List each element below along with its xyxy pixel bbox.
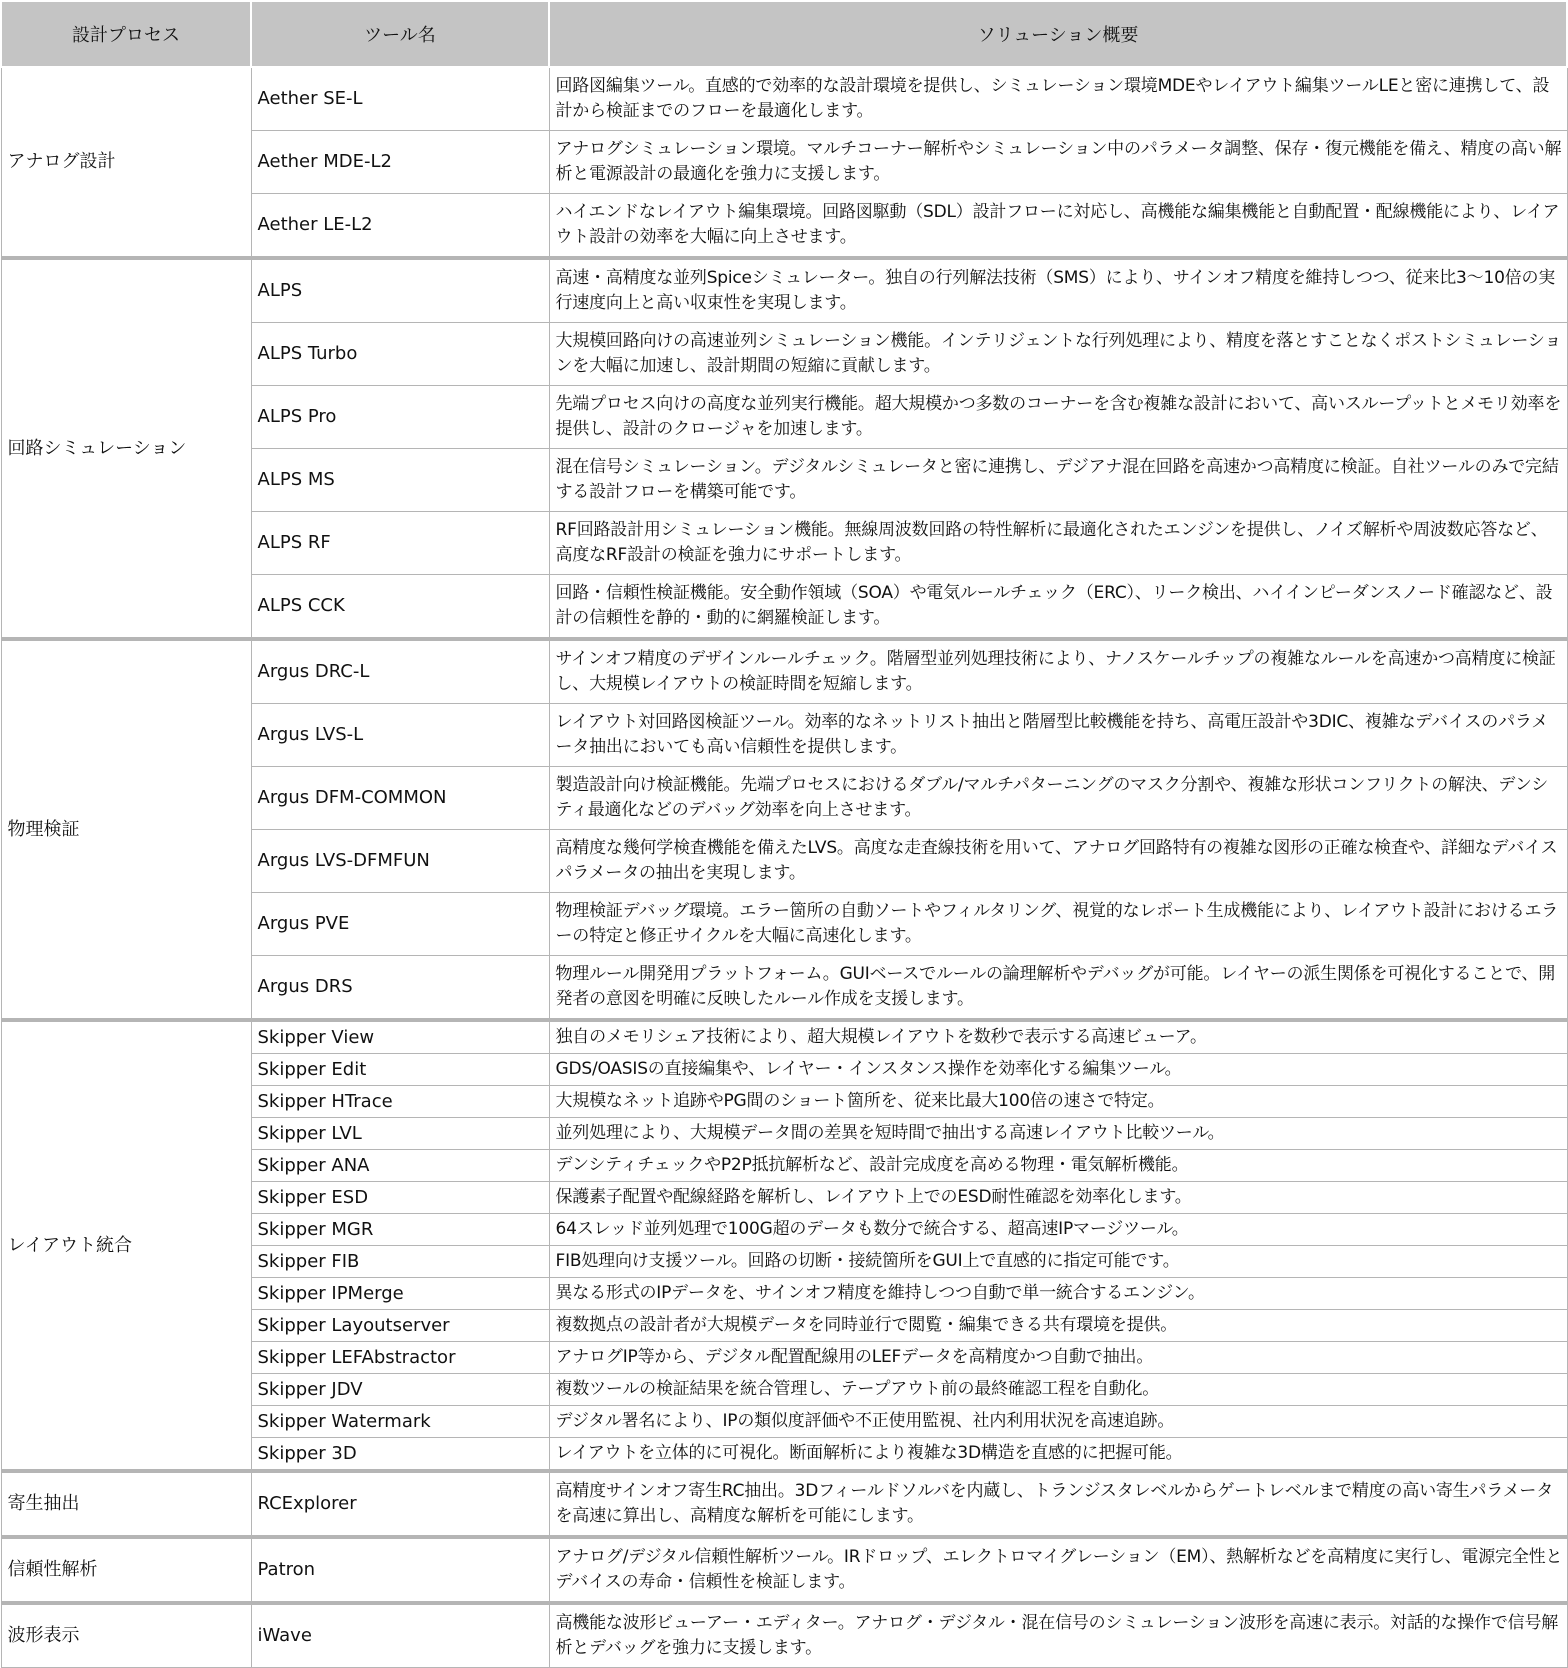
tool-name-cell: Skipper MGR [251,1214,549,1246]
solution-summary-cell: 回路図編集ツール。直感的で効率的な設計環境を提供し、シミュレーション環境MDEやレイアウト編集ツールLEと密に連携して、設計から検証までのフローを最適化します。 [549,67,1567,131]
solution-summary-cell: 物理検証デバッグ環境。エラー箇所の自動ソートやフィルタリング、視覚的なレポート生成機能により、レイアウト設計におけるエラーの特定と修正サイクルを大幅に高速化します。 [549,893,1567,956]
solution-summary-cell: デンシティチェックやP2P抵抗解析など、設計完成度を高める物理・電気解析機能。 [549,1150,1567,1182]
solution-summary-cell: 混在信号シミュレーション。デジタルシミュレータと密に連携し、デジアナ混在回路を高速かつ高精度に検証。自社ツールのみで完結する設計フローを構築可能です。 [549,449,1567,512]
solution-summary-cell: 高精度な幾何学検査機能を備えたLVS。高度な走査線技術を用いて、アナログ回路特有の複雑な図形の正確な検査や、詳細なデバイスパラメータの抽出を実現します。 [549,830,1567,893]
table-row [1,67,1567,131]
process-cell: 寄生抽出 [1,1471,251,1537]
solution-summary-cell: 製造設計向け検証機能。先端プロセスにおけるダブル/マルチパターニングのマスク分割や、複雑な形状コンフリクトの解決、デンシティ最適化などのデバッグ効率を向上させます。 [549,767,1567,830]
process-cell: 物理検証 [1,639,251,1020]
table-row [1,1537,1567,1603]
tool-name-cell: Skipper LEFAbstractor [251,1342,549,1374]
tool-name-cell: ALPS CCK [251,575,549,640]
header-tool: ツール名 [251,1,549,67]
solution-summary-cell: FIB処理向け支援ツール。回路の切断・接続箇所をGUI上で直感的に指定可能です。 [549,1246,1567,1278]
tool-name-cell: Skipper HTrace [251,1086,549,1118]
tool-name-cell: Argus LVS-L [251,704,549,767]
solution-summary-cell: 大規模なネット追跡やPG間のショート箇所を、従来比最大100倍の速さで特定。 [549,1086,1567,1118]
solution-summary-cell: 複数ツールの検証結果を統合管理し、テープアウト前の最終確認工程を自動化。 [549,1374,1567,1406]
tool-name-cell: Skipper Watermark [251,1406,549,1438]
solution-summary-cell: 大規模回路向けの高速並列シミュレーション機能。インテリジェントな行列処理により、精度を落とすことなくポストシミュレーションを大幅に加速し、設計期間の短縮に貢献します。 [549,323,1567,386]
table-body [1,67,1567,1668]
tool-name-cell: ALPS RF [251,512,549,575]
tool-name-cell: ALPS Pro [251,386,549,449]
process-cell: 波形表示 [1,1603,251,1668]
process-cell: 回路シミュレーション [1,258,251,639]
table-row [1,1603,1567,1668]
tool-name-cell: RCExplorer [251,1471,549,1537]
solution-summary-cell: サインオフ精度のデザインルールチェック。階層型並列処理技術により、ナノスケールチップの複雑なルールを高速かつ高精度に検証し、大規模レイアウトの検証時間を短縮します。 [549,639,1567,704]
solution-summary-cell: 高機能な波形ビューアー・エディター。アナログ・デジタル・混在信号のシミュレーション波形を高速に表示。対話的な操作で信号解析とデバッグを強力に支援します。 [549,1603,1567,1668]
tool-name-cell: Skipper ANA [251,1150,549,1182]
tool-name-cell: ALPS MS [251,449,549,512]
tool-name-cell: Argus DRS [251,956,549,1021]
solution-summary-cell: 複数拠点の設計者が大規模データを同時並行で閲覧・編集できる共有環境を提供。 [549,1310,1567,1342]
solution-summary-cell: 64スレッド並列処理で100G超のデータも数分で統合する、超高速IPマージツール。 [549,1214,1567,1246]
tool-name-cell: Skipper FIB [251,1246,549,1278]
tool-name-cell: Skipper JDV [251,1374,549,1406]
solution-summary-cell: 並列処理により、大規模データ間の差異を短時間で抽出する高速レイアウト比較ツール。 [549,1118,1567,1150]
solution-summary-cell: 高速・高精度な並列Spiceシミュレーター。独自の行列解法技術（SMS）により、サインオフ精度を維持しつつ、従来比3〜10倍の実行速度向上と高い収束性を実現します。 [549,258,1567,323]
solution-summary-cell: レイアウト対回路図検証ツール。効率的なネットリスト抽出と階層型比較機能を持ち、高電圧設計や3DIC、複雑なデバイスのパラメータ抽出においても高い信頼性を提供します。 [549,704,1567,767]
solution-summary-cell: 先端プロセス向けの高度な並列実行機能。超大規模かつ多数のコーナーを含む複雑な設計において、高いスループットとメモリ効率を提供し、設計のクロージャを加速します。 [549,386,1567,449]
tool-name-cell: Skipper ESD [251,1182,549,1214]
solution-summary-cell: レイアウトを立体的に可視化。断面解析により複雑な3D構造を直感的に把握可能。 [549,1438,1567,1472]
solution-summary-cell: 保護素子配置や配線経路を解析し、レイアウト上でのESD耐性確認を効率化します。 [549,1182,1567,1214]
tool-name-cell: Skipper Edit [251,1054,549,1086]
header-summary: ソリューション概要 [549,1,1567,67]
solution-summary-cell: 独自のメモリシェア技術により、超大規模レイアウトを数秒で表示する高速ビューア。 [549,1020,1567,1054]
solution-summary-cell: 回路・信頼性検証機能。安全動作領域（SOA）や電気ルールチェック（ERC）、リーク検出、ハイインピーダンスノード確認など、設計の信頼性を静的・動的に網羅検証します。 [549,575,1567,640]
solution-summary-cell: 高精度サインオフ寄生RC抽出。3Dフィールドソルバを内蔵し、トランジスタレベルからゲートレベルまで精度の高い寄生パラメータを高速に算出し、高精度な解析を可能にします。 [549,1471,1567,1537]
tool-name-cell: Aether MDE-L2 [251,131,549,194]
tool-name-cell: Argus DRC-L [251,639,549,704]
tool-name-cell: Argus LVS-DFMFUN [251,830,549,893]
solution-summary-cell: 物理ルール開発用プラットフォーム。GUIベースでルールの論理解析やデバッグが可能。レイヤーの派生関係を可視化することで、開発者の意図を明確に反映したルール作成を支援します。 [549,956,1567,1021]
tool-name-cell: Skipper 3D [251,1438,549,1472]
solution-summary-cell: 異なる形式のIPデータを、サインオフ精度を維持しつつ自動で単一統合するエンジン。 [549,1278,1567,1310]
table-row [1,1471,1567,1537]
process-cell: 信頼性解析 [1,1537,251,1603]
tool-name-cell: Patron [251,1537,549,1603]
tool-name-cell: Skipper Layoutserver [251,1310,549,1342]
tool-name-cell: iWave [251,1603,549,1668]
tool-name-cell: Aether LE-L2 [251,194,549,259]
tool-name-cell: Skipper View [251,1020,549,1054]
process-cell: アナログ設計 [1,67,251,258]
tool-name-cell: Aether SE-L [251,67,549,131]
solution-summary-cell: ハイエンドなレイアウト編集環境。回路図駆動（SDL）設計フローに対応し、高機能な編集機能と自動配置・配線機能により、レイアウト設計の効率を大幅に向上させます。 [549,194,1567,259]
tool-name-cell: Skipper LVL [251,1118,549,1150]
table-row [1,1020,1567,1054]
table-row [1,639,1567,704]
tool-name-cell: Skipper IPMerge [251,1278,549,1310]
tool-name-cell: ALPS [251,258,549,323]
tool-name-cell: Argus PVE [251,893,549,956]
solution-summary-cell: アナログシミュレーション環境。マルチコーナー解析やシミュレーション中のパラメータ調整、保存・復元機能を備え、精度の高い解析と電源設計の最適化を強力に支援します。 [549,131,1567,194]
table-row [1,258,1567,323]
tool-name-cell: Argus DFM-COMMON [251,767,549,830]
solution-summary-cell: アナログIP等から、デジタル配置配線用のLEFデータを高精度かつ自動で抽出。 [549,1342,1567,1374]
header-process: 設計プロセス [1,1,251,67]
tool-name-cell: ALPS Turbo [251,323,549,386]
process-cell: レイアウト統合 [1,1020,251,1471]
solution-summary-cell: デジタル署名により、IPの類似度評価や不正使用監視、社内利用状況を高速追跡。 [549,1406,1567,1438]
solution-summary-cell: GDS/OASISの直接編集や、レイヤー・インスタンス操作を効率化する編集ツール。 [549,1054,1567,1086]
solution-summary-cell: アナログ/デジタル信頼性解析ツール。IRドロップ、エレクトロマイグレーション（EM）、熱解析などを高精度に実行し、電源完全性とデバイスの寿命・信頼性を検証します。 [549,1537,1567,1603]
solution-summary-cell: RF回路設計用シミュレーション機能。無線周波数回路の特性解析に最適化されたエンジンを提供し、ノイズ解析や周波数応答など、高度なRF設計の検証を強力にサポートします。 [549,512,1567,575]
table-header-row [1,1,1567,67]
